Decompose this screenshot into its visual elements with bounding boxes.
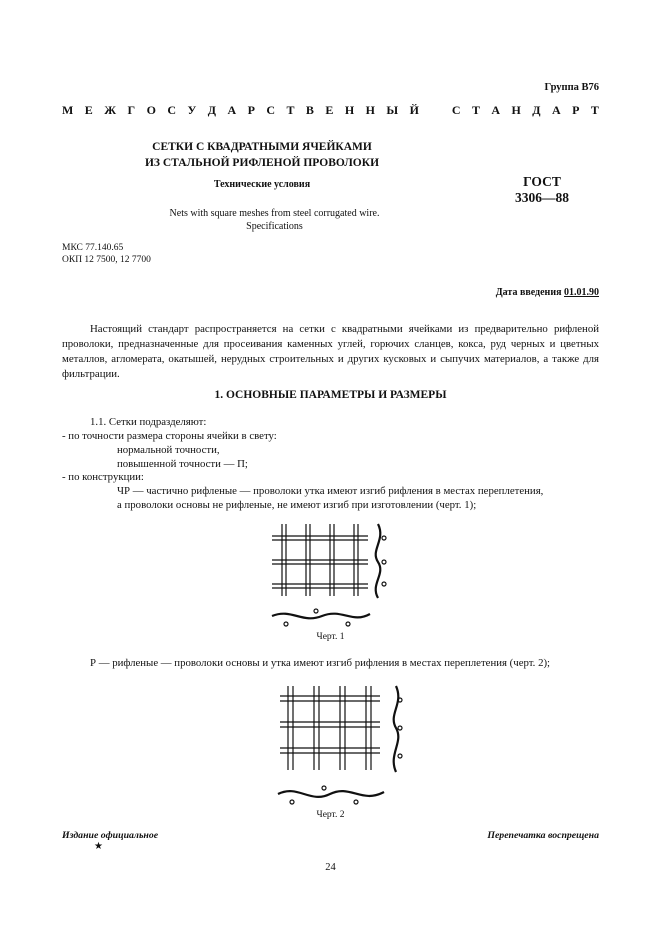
title-line-1: СЕТКИ С КВАДРАТНЫМИ ЯЧЕЙКАМИ xyxy=(152,141,372,153)
list-item-accuracy: - по точности размера стороны ячейки в свету: xyxy=(62,430,277,442)
banner-letter-left: Й xyxy=(409,103,419,117)
banner-letter-right: С xyxy=(451,103,461,117)
page-number: 24 xyxy=(325,862,336,873)
english-title xyxy=(62,207,487,233)
english-title-line-1: Nets with square meshes from steel corrugated wire. xyxy=(169,208,380,219)
banner-letter-left: Д xyxy=(207,103,217,117)
banner-letter-left: Е xyxy=(84,103,93,117)
figure-2-caption: Черт. 2 xyxy=(316,810,345,820)
effective-date-label: Дата введения xyxy=(495,287,562,298)
banner-letter-right: Т xyxy=(590,103,599,117)
section-heading: 1. ОСНОВНЫЕ ПАРАМЕТРЫ И РАЗМЕРЫ xyxy=(214,389,447,401)
effective-date xyxy=(496,287,599,298)
banner-letter-left: Р xyxy=(247,103,255,117)
banner-letter-left: У xyxy=(187,103,197,117)
title-line-2: ИЗ СТАЛЬНОЙ РИФЛЕНОЙ ПРОВОЛОКИ xyxy=(144,157,380,169)
banner-letter-left: В xyxy=(305,103,314,117)
official-edition-note: Издание официальное xyxy=(62,830,159,841)
gost-label: ГОСТ xyxy=(523,174,561,189)
list-subitem-increased: повышенной точности — П; xyxy=(117,458,248,470)
banner-letter-left: Е xyxy=(325,103,334,117)
figure-2-mesh-drawing xyxy=(272,684,412,808)
star-mark: ★ xyxy=(94,841,103,852)
list-subitem-normal: нормальной точности, xyxy=(117,444,220,456)
english-title-line-2: Specifications xyxy=(246,221,303,232)
interstate-standard-banner xyxy=(62,103,599,118)
gost-number: 3306—88 xyxy=(515,190,569,205)
mks-code: МКС 77.140.65 xyxy=(62,243,124,253)
banner-letter-left: Г xyxy=(127,103,136,117)
banner-letter-left: Н xyxy=(365,103,375,117)
banner-letter-right: Д xyxy=(532,103,541,117)
document-subtitle: Технические условия xyxy=(213,179,311,190)
figure-1-caption: Черт. 1 xyxy=(316,632,345,642)
gost-designation xyxy=(492,174,592,206)
banner-letter-left: О xyxy=(146,103,156,117)
effective-date-value: 01.01.90 xyxy=(564,287,599,298)
banner-letter-right: А xyxy=(491,103,501,117)
list-item-construction: - по конструкции: xyxy=(62,471,144,483)
intro-paragraph: Настоящий стандарт распространяется на сетки с квадратными ячейками из предварительно рифленой проволоки, предназначенные для просеивания каменных углей, горючих сланцев, кокса, руд черных и цветных металлов, агломерата, окатышей, нерудных строительных и других кусковых и сыпучих материалов, а также для фильтрации. xyxy=(62,323,599,380)
reprint-prohibited-note: Перепечатка воспрещена xyxy=(487,830,599,841)
list-subitem-chr: ЧР — частично рифленые — проволоки утка имеют изгиб рифления в местах переплетения, xyxy=(117,485,544,497)
paragraph-r-type: Р — рифленые — проволоки основы и утка имеют изгиб рифления в местах переплетения (черт. 2); xyxy=(90,657,551,669)
banner-letter-left: С xyxy=(167,103,177,117)
banner-letter-left: Н xyxy=(344,103,355,117)
banner-letter-right: Т xyxy=(471,103,480,117)
banner-letter-right: Н xyxy=(511,103,521,117)
list-subitem-chr-cont: а проволоки основы не рифленые, не имеют изгиб при изготовлении (черт. 1); xyxy=(117,499,477,511)
okp-code: ОКП 12 7500, 12 7700 xyxy=(62,255,151,265)
banner-letter-left: Ж xyxy=(104,103,117,117)
classification-codes xyxy=(62,242,151,266)
banner-letter-left: А xyxy=(227,103,237,117)
banner-letter-left: Ы xyxy=(386,103,399,117)
document-title xyxy=(62,139,462,171)
group-code: Группа В76 xyxy=(544,82,599,93)
banner-letter-right: Р xyxy=(572,103,580,117)
clause-1-1: 1.1. Сетки подразделяют: xyxy=(90,416,207,428)
banner-letter-left: М xyxy=(62,103,74,117)
banner-letter-left: С xyxy=(266,103,276,117)
banner-letter-right: А xyxy=(551,103,561,117)
banner-letter-left: Т xyxy=(286,103,295,117)
banner-gap xyxy=(430,103,440,118)
figure-1-mesh-drawing xyxy=(262,520,402,632)
